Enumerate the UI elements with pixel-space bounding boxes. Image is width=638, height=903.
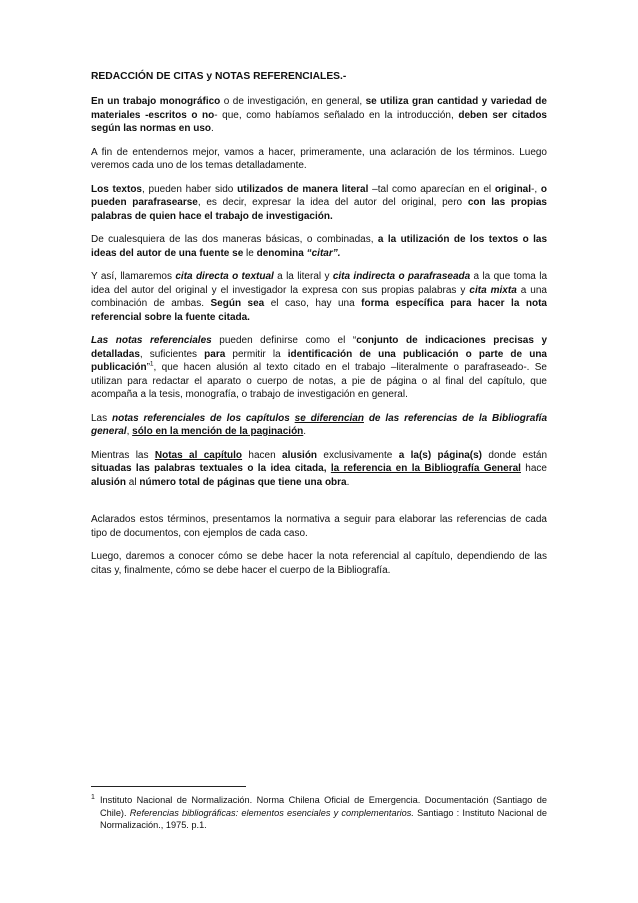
text-bold: situadas las palabras textuales o la idea citada,	[91, 463, 331, 474]
text-bold: identificación de una publicación o parte de una publicación	[91, 348, 547, 373]
document-title: REDACCIÓN DE CITAS y NOTAS REFERENCIALES.-	[91, 71, 347, 82]
text-bold: Según sea	[210, 298, 265, 309]
text: .	[211, 123, 214, 134]
text-bold: alusión	[91, 476, 127, 488]
text-bold: a la(s) página(s)	[398, 449, 483, 461]
text-bold: denomina	[256, 247, 307, 259]
text-bold: deben ser citados según las normas en uso	[91, 109, 547, 134]
text: Instituto Nacional de Normalización. Norma Chilena Oficial de Emergencia. Documentación (Santiago de Chile).	[100, 795, 547, 818]
text: ”	[146, 362, 150, 373]
text-bold-italic: cita mixta	[469, 284, 517, 296]
paragraph-10: Luego, daremos a conocer cómo se debe hacer la nota referencial al capítulo, dependiendo de las citas y, finalmente, cómo se debe hacer el cuerpo de la Bibliografía.	[91, 551, 547, 576]
text: –tal como aparecían en el	[368, 183, 495, 195]
paragraph-9: Aclarados estos términos, presentamos la normativa a seguir para elaborar las referencias de cada tipo de documentos, con ejemplos de cada caso.	[91, 514, 547, 539]
footnote-reference[interactable]: 1	[149, 360, 154, 368]
text-bold-italic: cita directa o textual	[175, 271, 274, 282]
text-bold: alusión	[282, 449, 318, 461]
footnote	[91, 794, 547, 832]
text: Santiago : Instituto Nacional de Normalización., 1975. p.1.	[100, 807, 547, 830]
footnote-text	[91, 794, 547, 832]
text-italic: Referencias bibliográficas: elementos esenciales y complementarios.	[129, 807, 414, 818]
text-bold: Los textos	[91, 183, 142, 195]
text-bold-underline: Notas al capítulo	[154, 449, 243, 461]
text: Mientras las	[91, 449, 155, 461]
paragraph-7	[91, 412, 547, 439]
text-bold-italic: de las referencias de la Bibliografía general	[91, 412, 548, 437]
text-bold: a la utilización de los textos o las ideas del autor de una fuente se	[91, 234, 547, 259]
text-bold-underline: la referencia en la Bibliografía General	[330, 463, 521, 474]
text-bold: conjunto de indicaciones precisas y detalladas	[91, 335, 548, 360]
text-bold-italic: cita indirecta o parafraseada	[332, 271, 471, 282]
text: ,	[126, 426, 133, 437]
text: , pueden haber sido	[142, 183, 238, 195]
text-bold: original	[494, 183, 532, 195]
text-bold: con las propias palabras de quien hace el trabajo de investigación.	[91, 197, 547, 222]
text-bold-italic: Las notas referenciales	[91, 335, 212, 346]
text: Las	[91, 412, 112, 424]
text: permitir la	[225, 348, 288, 360]
paragraph-2: A fin de entendernos mejor, vamos a hacer, primeramente, una aclaración de los términos. Luego veremos cada uno de los temas detalladamente.	[91, 146, 547, 171]
text: hacen	[242, 449, 283, 461]
text: , suficientes	[139, 348, 205, 360]
text: pueden definirse como el “	[211, 335, 357, 346]
text: .	[346, 476, 350, 488]
text: De cualesquiera de las dos maneras básicas, o combinadas,	[91, 234, 378, 245]
footnote-number: 1	[91, 794, 95, 801]
text: a la literal y	[273, 271, 333, 282]
paragraph-4	[91, 233, 547, 260]
text-bold-italic-underline: se diferencian	[294, 412, 364, 424]
text-bold-underline: sólo en la mención de la paginación	[132, 426, 304, 437]
text: a una combinación de ambas.	[91, 284, 547, 309]
text: .	[303, 426, 307, 437]
paragraph-8	[91, 449, 547, 490]
text-bold-italic: “citar”.	[306, 247, 341, 259]
text-bold: número total de páginas que tiene una obra	[139, 476, 347, 488]
text: o de investigación, en general,	[220, 96, 366, 107]
text: Y así, llamaremos	[91, 271, 176, 282]
text: - que, como habíamos señalado en la introducción,	[214, 109, 459, 121]
text: al	[126, 476, 140, 488]
document-body	[91, 70, 547, 587]
text: a la que toma la idea del autor del original y el investigador la expresa con sus propias palabras y	[91, 271, 548, 296]
text: , que hacen alusión al texto citado en el trabajo –literalmente o parafraseado-. Se utilizan para redactar el aparato o cuerpo de notas, a pie de página o al final del capítulo, que acompaña a la tesis, monografía, o trabajo de investigación en general.	[91, 362, 547, 400]
paragraph-5	[91, 270, 547, 324]
text: donde están	[482, 449, 548, 461]
paragraph-3	[91, 183, 547, 224]
text: , es decir, expresar la idea del autor del original, pero	[197, 197, 468, 208]
text: el caso, hay una	[264, 298, 362, 309]
text: -,	[531, 183, 541, 195]
text-bold: o pueden parafrasearse	[91, 183, 548, 208]
text-bold: para	[204, 348, 226, 360]
text-bold-italic: notas referenciales de los capítulos	[111, 412, 290, 424]
footnote-divider	[91, 786, 246, 787]
text-bold: se utiliza gran cantidad y variedad de materiales -escritos o no	[91, 96, 547, 121]
paragraph-1	[91, 95, 547, 136]
text-bold: forma específica para hacer la nota referencial sobre la fuente citada.	[91, 298, 547, 323]
text: hace	[520, 463, 547, 474]
text-bold: En un trabajo monográfico	[91, 96, 221, 107]
text: exclusivamente	[317, 449, 399, 461]
text-bold: utilizados de manera literal	[237, 183, 369, 195]
paragraph-6	[91, 334, 547, 402]
text: le	[243, 247, 257, 259]
